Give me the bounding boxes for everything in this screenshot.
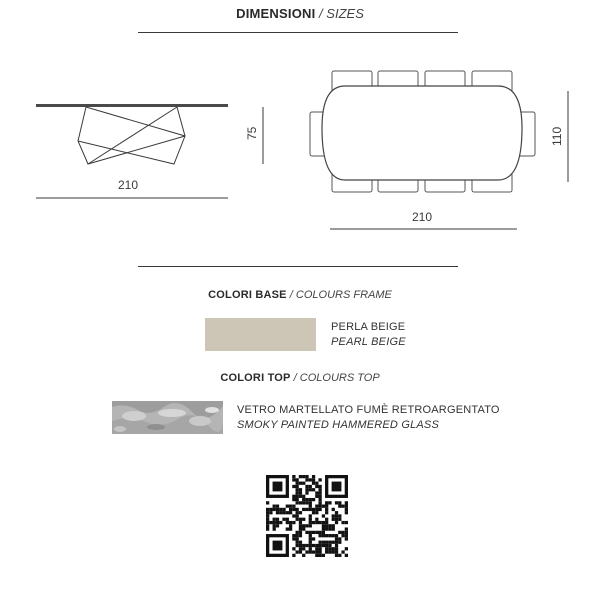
top-heading-bold: COLORI TOP [220,372,291,384]
top-heading-separator: / [293,372,297,384]
frame-heading-bold: COLORI BASE [208,289,287,301]
top-heading-italic: COLOURS TOP [299,372,380,384]
top-color-name-en: SMOKY PAINTED HAMMERED GLASS [237,419,440,431]
side-width-label: 210 [118,178,139,192]
frame-color-name [331,320,406,350]
title-separator: / [319,6,323,21]
frame-color-name-en: PEARL BEIGE [331,336,406,348]
title-bold: DIMENSIONI [236,6,316,21]
depth-label: 110 [550,126,564,146]
qr-code-icon[interactable] [266,475,348,557]
section-rule [138,266,458,267]
height-label: 75 [245,126,259,140]
top-color-swatch [112,401,223,434]
title-italic: SIZES [326,6,364,21]
frame-color-swatch [205,318,316,351]
top-colors-heading [0,372,600,384]
top-color-name [237,403,500,433]
frame-colors-heading [0,289,600,301]
frame-color-name-it: PERLA BEIGE [331,321,406,333]
top-color-name-it: VETRO MARTELLATO FUMÈ RETROARGENTATO [237,404,500,416]
hammered-glass-texture [112,401,223,434]
top-view-drawing [310,71,568,229]
top-width-label: 210 [412,210,433,224]
frame-heading-separator: / [289,289,293,301]
frame-heading-italic: COLOURS FRAME [295,289,392,301]
